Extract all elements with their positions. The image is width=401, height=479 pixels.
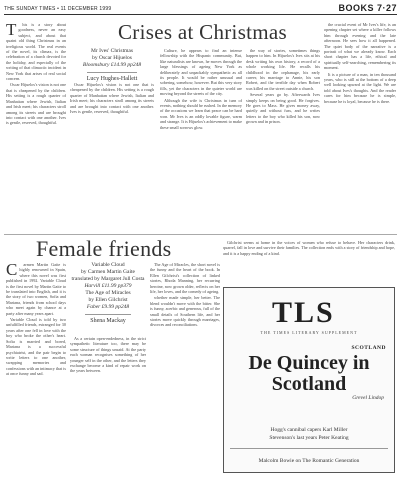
top-headline: Crises at Christmas <box>118 20 288 44</box>
bottom-col-1c-text: As a certain open-endedness, in the strict sympathetic literature too, there may be some structure of things unsaid. At the party each woman recognises something of her younger self in the other, and the letters they exchange become a kind of repair work on the years between. <box>70 336 146 374</box>
tls-advert[interactable] <box>223 287 395 473</box>
top-col-2-para: Culture, he appears to find an intense fellowship with the Hispanic community. But, like naturalists are known, he moves through the large blessings of ageing New York as deliberately and unpackably sympathetic as all its people. It would be rather unusual and sobering, somehow, however. But this very story fills, yet the characters in the quieter world are moving beyond the streets of the city. <box>160 48 242 97</box>
top-col-1b-text: Oscar Hijuelos's vision is not one that is cheapened by the children. His setting is a rough quarter of Manhattan where Jewish, Italian and Irish meet; his characters stroll among its streets and are brought into contact with one another. Ives is gentle, reserved, thoughtful. <box>70 82 154 115</box>
tls-feature-1: Hogg's cannibal capers Karl Miller <box>270 427 348 433</box>
top-col-3 <box>246 48 320 232</box>
bottom-col-2 <box>150 262 220 474</box>
tls-divider <box>230 448 388 449</box>
tls-title-line2: Scotland <box>271 373 347 395</box>
tls-subtitle: THE TIMES LITERARY SUPPLEMENT <box>260 330 358 335</box>
bottom-dropcap: C <box>6 262 18 279</box>
top-col-1 <box>6 22 66 232</box>
top-review-box <box>70 48 154 82</box>
bottom-col-1b-para: Variable Cloud is told by two unfulfilled friends, estranged for 30 years after one fell in love with the boy who broke the other's heart. Sofia is married and bored, Mariana is a successful psychiatrist, and the pair begin to write letters to one another, swapping memories and confessions with an intimacy that is at once funny and sad. <box>6 317 66 377</box>
tls-title-line1: De Quincey in <box>248 352 370 374</box>
top-dropcap: T <box>6 22 17 39</box>
bottom-review2-price: Faber £9.99 pp248 <box>86 304 130 310</box>
top-col-4 <box>324 22 396 232</box>
bottom-col-2b-para: The Age of Miracles, the short novel is the funny and the heart of the book. In Ellen Gilchrist's collection of linked stories, Rhoda Manning, her recurring heroine, now grown older, reflects on her life, her loves, and the comedy of ageing. <box>150 262 220 295</box>
top-col-2 <box>160 48 242 232</box>
top-col-1-para: his is a story about goodness, never an easy subject, and about that quaint old thing Christmas in an irreligious world. The real events of the novel, its climax, is the celebration of a church devoted for the holiday, and especially of the writing of that climactic incident in New York that arises of real social concern. <box>6 22 66 82</box>
bottom-review1-price: Harvill £11.99 pp379 <box>84 283 132 289</box>
top-col-1b-para: Oscar Hijuelos's vision is not one that is cheapened by the children. His setting is a rough quarter of Manhattan where Jewish, Italian and Irish meet; his characters stroll among its streets and are brought into contact with one another. Ives is gentle, reserved, thoughtful. <box>6 82 66 126</box>
tls-feature-3: Malcolm Bowie on The Romantic Generation <box>258 458 360 464</box>
bottom-byline: Shena Mackay <box>90 318 126 324</box>
bottom-review-rule <box>85 314 131 315</box>
section-divider <box>4 234 397 235</box>
bottom-review2-author: by Ellen Gilchrist <box>88 297 128 303</box>
top-col-4b-para: It is a picture of a man, in ten thousand years, who is still at the bottom of a deep well looking upward at the light. We are told about Ives's thoughts. And the reader cares for him because he is simple, because he is loyal, because he is there. <box>324 71 396 104</box>
bottom-headline: Female friends <box>36 236 172 261</box>
top-review-price: Bloomsbury £14.99 pp248 <box>82 62 142 68</box>
bottom-col-1-para: armen Martin Gaite is highly renowned in Spain, where this novel was first published in 1992. Variable Cloud is the first novel by Martin Gaite to be translated into English, and it is the story of two women, Sofia and Mariana, friends from school days who meet again by chance at a party after many years apart. <box>6 262 66 316</box>
top-col-1b <box>70 82 154 232</box>
top-byline: Lucy Hughes-Hallett <box>86 76 138 82</box>
page-header <box>4 3 397 15</box>
header-date: THE SUNDAY TIMES • 11 DECEMBER 1999 <box>4 6 112 12</box>
top-col-3b-para: Several years go by. Afterwards Ives simply keeps on being good. He forgives. He goes to Mass. He gives money away, quietly and without fuss, and he writes letters to the boy who killed his son, now grown and in prison. <box>246 92 320 125</box>
bottom-col-3 <box>223 240 395 284</box>
bottom-review1-translator: translated by Margaret Jull Costa <box>71 276 145 282</box>
bottom-col-1 <box>6 262 66 474</box>
top-col-4-para: the crucial event of Mr Ives's life, is an opening chapter set where a killer follows him through evening and the late afternoon. He sees how it all happened. The quiet body of the narrative is a portrait of what we already know. Each short chapter has a life, ethical and spiritually self-searching, remembering its moment. <box>324 22 396 71</box>
bottom-col-3b-para: Gilchrist seems at home in the voices of women who refuse to behave. Her characters drink, quarrel, fall in love and survive their families. The collection ends with a story of friendship and hope, and it is a happy ending of a kind. <box>223 240 395 256</box>
top-review-author: by Oscar Hijuelos <box>92 55 132 61</box>
bottom-col-3-para: whether made simple, her better. The blend wouldn't move with the bitter. She is funny, acerbic and generous, full of the small details of Southern life, and her stories move quickly through marriages, divorces and reconciliations. <box>150 295 220 328</box>
section-label: BOOKS 7·27 <box>338 3 397 13</box>
bottom-review1-title: Variable Cloud <box>91 262 125 268</box>
tls-feature-2: Stevenson's last years Peter Keating <box>269 435 349 441</box>
top-review-rule <box>87 72 137 73</box>
bottom-review1-author: by Carmen Martin Gaite <box>81 269 135 275</box>
top-col-2b-para: Although the wife is Christmas in turn of events, nothing should be rushed. In the memory of the occasions we learn that peace can be hard won. Mr Ives is an oddly lovable figure, warm and strange. It is Hijuelos's achievement to make these small sorrows glow. <box>160 97 242 130</box>
tls-logo: TLS <box>272 296 335 329</box>
bottom-review-box <box>70 262 146 324</box>
bottom-col-1c <box>70 336 146 474</box>
bottom-review2-title: The Age of Miracles <box>85 290 131 296</box>
top-review-title: Mr Ives' Christmas <box>91 48 133 54</box>
tls-region: SCOTLAND <box>351 345 386 351</box>
top-col-3-para: the way of stories, sometimes things happen to him. In Hijuelos's Ives sits at his desk writing his own history, a record of a whole working life. He recalls his childhood in the orphanage, his early career, his marriage to Annie, his son Robert, and the terrible day when Robert was killed on the street outside a church. <box>246 48 320 91</box>
tls-author: Grevel Lindop <box>352 395 384 401</box>
